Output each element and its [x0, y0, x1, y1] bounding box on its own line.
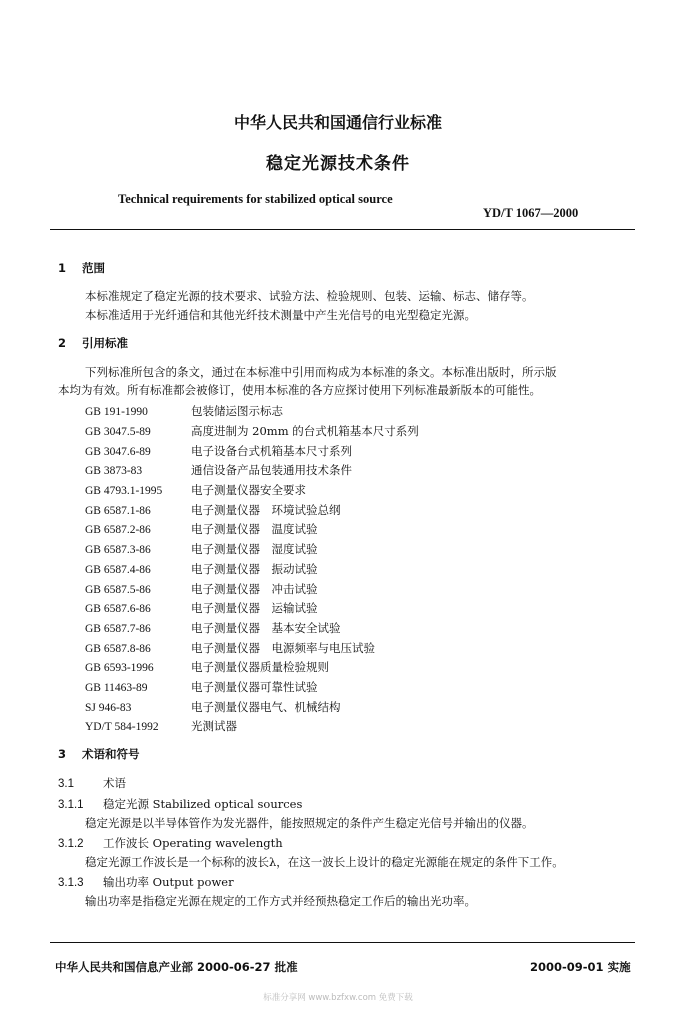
reference-item	[85, 600, 318, 616]
reference-code: GB 6587.1-86	[85, 505, 151, 517]
section-2-paragraph-line-1: 下列标准所包含的条文，通过在本标准中引用而构成为本标准的条文。本标准出版时，所示版	[85, 365, 557, 379]
term-3-1-3-description: 输出功率是指稳定光源在规定的工作方式并经预热稳定工作后的输出光功率。	[85, 894, 476, 908]
reference-item	[85, 541, 318, 557]
reference-item	[85, 620, 341, 636]
reference-title: 电子测量仪器 温度试验	[191, 522, 318, 536]
term-3-1-2-description: 稳定光源工作波长是一个标称的波长λ，在这一波长上设计的稳定光源能在规定的条件下工作。	[85, 855, 564, 869]
reference-title: 电子测量仪器 湿度试验	[191, 542, 318, 556]
section-2-paragraph-line-2: 本均为有效。所有标准都会被修订，使用本标准的各方应探讨使用下列标准最新版本的可能性。	[58, 383, 541, 397]
term-number: 3.1.1	[58, 799, 84, 811]
industry-standard-heading: 中华人民共和国通信行业标准	[233, 113, 442, 132]
reference-code: GB 3873-83	[85, 465, 143, 477]
reference-title: 电子设备台式机箱基本尺寸系列	[191, 444, 352, 458]
reference-code: GB 6587.8-86	[85, 643, 151, 655]
document-title-en: Technical requirements for stabilized optical source	[118, 192, 393, 206]
section-title: 术语和符号	[82, 747, 140, 761]
reference-code: GB 6587.4-86	[85, 564, 151, 576]
reference-title: 电子测量仪器 基本安全试验	[191, 621, 341, 635]
reference-title: 电子测量仪器 运输试验	[191, 601, 318, 615]
reference-item	[85, 403, 283, 419]
reference-item	[85, 561, 318, 577]
section-3-heading	[58, 746, 140, 762]
term-number: 3.1.3	[58, 877, 84, 889]
reference-code: YD/T 584-1992	[85, 721, 159, 733]
term-3-1-2	[58, 835, 283, 851]
reference-code: GB 3047.6-89	[85, 446, 151, 458]
reference-code: GB 3047.5-89	[85, 426, 151, 438]
term-title: 术语	[103, 776, 126, 790]
reference-item	[85, 462, 352, 478]
term-3-1-3	[58, 874, 234, 890]
footer-divider	[50, 942, 635, 943]
standard-code: YD/T 1067—2000	[483, 206, 579, 220]
reference-item	[85, 581, 318, 597]
section-2-heading	[58, 335, 128, 351]
reference-item	[85, 659, 329, 675]
term-number: 3.1	[58, 778, 74, 790]
approval-statement: 中华人民共和国信息产业部 2000-06-27 批准	[55, 960, 298, 974]
header-divider	[50, 229, 635, 230]
reference-title: 电子测量仪器 环境试验总纲	[191, 503, 341, 517]
reference-code: GB 6593-1996	[85, 662, 154, 674]
term-3-1-1	[58, 796, 302, 812]
reference-title: 通信设备产品包装通用技术条件	[191, 463, 352, 477]
reference-title: 电子测量仪器安全要求	[191, 483, 306, 497]
reference-title: 电子测量仪器电气、机械结构	[191, 700, 341, 714]
reference-item	[85, 443, 352, 459]
reference-item	[85, 423, 419, 439]
term-3-1-1-description: 稳定光源是以半导体管作为发光器件，能按照规定的条件产生稳定光信号并输出的仪器。	[85, 816, 534, 830]
reference-code: GB 6587.2-86	[85, 524, 151, 536]
watermark: 标准分享网 www.bzfxw.com 免费下载	[263, 993, 413, 1003]
section-1-paragraph-2: 本标准适用于光纤通信和其他光纤技术测量中产生光信号的电光型稳定光源。	[85, 308, 476, 322]
term-title: 工作波长 Operating wavelength	[103, 836, 283, 850]
reference-item	[85, 482, 306, 498]
document-title-cn: 稳定光源技术条件	[266, 154, 410, 174]
term-number: 3.1.2	[58, 838, 84, 850]
reference-item	[85, 640, 375, 656]
section-1-paragraph-1: 本标准规定了稳定光源的技术要求、试验方法、检验规则、包装、运输、标志、储存等。	[85, 289, 534, 303]
reference-title: 电子测量仪器 振动试验	[191, 562, 318, 576]
reference-code: GB 6587.6-86	[85, 603, 151, 615]
term-3-1	[58, 775, 126, 791]
reference-title: 电子测量仪器可靠性试验	[191, 680, 318, 694]
reference-item	[85, 718, 237, 734]
reference-code: SJ 946-83	[85, 702, 132, 714]
section-title: 范围	[82, 261, 105, 275]
reference-code: GB 6587.3-86	[85, 544, 151, 556]
reference-item	[85, 679, 318, 695]
term-title: 输出功率 Output power	[103, 875, 234, 889]
term-title: 稳定光源 Stabilized optical sources	[103, 797, 303, 811]
reference-item	[85, 502, 341, 518]
reference-title: 电子测量仪器 冲击试验	[191, 582, 318, 596]
section-number: 2	[58, 336, 67, 350]
reference-title: 电子测量仪器 电源频率与电压试验	[191, 641, 375, 655]
section-number: 1	[58, 261, 67, 275]
reference-title: 高度进制为 20mm 的台式机箱基本尺寸系列	[191, 424, 419, 438]
reference-item	[85, 699, 341, 715]
reference-title: 光测试器	[191, 719, 237, 733]
reference-item	[85, 521, 318, 537]
reference-code: GB 191-1990	[85, 406, 148, 418]
section-number: 3	[58, 747, 67, 761]
reference-title: 电子测量仪器质量检验规则	[191, 660, 329, 674]
reference-code: GB 6587.7-86	[85, 623, 151, 635]
effective-date: 2000-09-01 实施	[530, 960, 631, 974]
reference-code: GB 4793.1-1995	[85, 485, 163, 497]
section-1-heading	[58, 260, 105, 276]
reference-code: GB 11463-89	[85, 682, 148, 694]
section-title: 引用标准	[82, 336, 128, 350]
reference-title: 包装储运图示标志	[191, 404, 283, 418]
reference-code: GB 6587.5-86	[85, 584, 151, 596]
